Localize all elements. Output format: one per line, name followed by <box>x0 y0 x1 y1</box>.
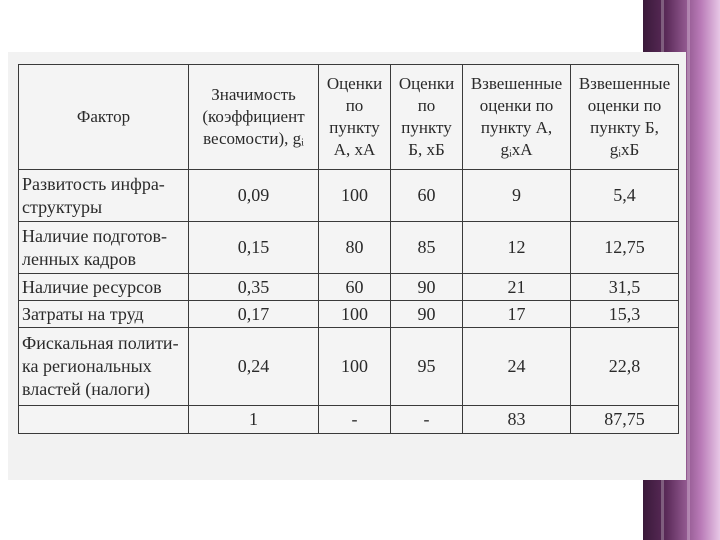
header-score-b: Оценки по пункту Б, xБ <box>391 65 463 170</box>
cell-weighted-b: 31,5 <box>571 274 679 301</box>
cell-weighted-b: 15,3 <box>571 301 679 328</box>
cell-score-b: 60 <box>391 170 463 222</box>
slide-content-card <box>8 52 686 480</box>
cell-score-a: 100 <box>319 301 391 328</box>
table-row <box>19 170 679 222</box>
cell-score-a: 100 <box>319 170 391 222</box>
cell-weighted-b: 22,8 <box>571 328 679 406</box>
cell-weighted-a: 24 <box>463 328 571 406</box>
cell-significance: 0,15 <box>189 222 319 274</box>
cell-score-a-total: - <box>319 406 391 434</box>
cell-weighted-b: 12,75 <box>571 222 679 274</box>
cell-score-a: 100 <box>319 328 391 406</box>
table-row <box>19 328 679 406</box>
header-factor: Фактор <box>19 65 189 170</box>
cell-weighted-b-total: 87,75 <box>571 406 679 434</box>
decorative-stripe <box>687 0 690 540</box>
table-row <box>19 274 679 301</box>
cell-score-b: 95 <box>391 328 463 406</box>
cell-significance: 0,35 <box>189 274 319 301</box>
cell-significance-total: 1 <box>189 406 319 434</box>
table-row <box>19 301 679 328</box>
cell-weighted-a-total: 83 <box>463 406 571 434</box>
factor-table <box>18 64 679 434</box>
header-score-a: Оценки по пункту А, xА <box>319 65 391 170</box>
cell-weighted-b: 5,4 <box>571 170 679 222</box>
cell-significance: 0,09 <box>189 170 319 222</box>
table-header-row <box>19 65 679 170</box>
cell-factor: Фискальная полити-ка региональных властей (налоги) <box>19 328 189 406</box>
cell-factor: Наличие подготов-ленных кадров <box>19 222 189 274</box>
cell-score-b-total: - <box>391 406 463 434</box>
cell-significance: 0,24 <box>189 328 319 406</box>
cell-score-a: 80 <box>319 222 391 274</box>
table-total-row <box>19 406 679 434</box>
header-weighted-b: Взвешенные оценки по пункту Б, gᵢxБ <box>571 65 679 170</box>
cell-factor: Развитость инфра-структуры <box>19 170 189 222</box>
cell-factor: Затраты на труд <box>19 301 189 328</box>
header-weighted-a: Взвешенные оценки по пункту А, gᵢxА <box>463 65 571 170</box>
cell-score-b: 90 <box>391 274 463 301</box>
cell-factor: Наличие ресурсов <box>19 274 189 301</box>
cell-factor <box>19 406 189 434</box>
table-row <box>19 222 679 274</box>
cell-weighted-a: 21 <box>463 274 571 301</box>
cell-score-a: 60 <box>319 274 391 301</box>
cell-score-b: 85 <box>391 222 463 274</box>
cell-weighted-a: 12 <box>463 222 571 274</box>
cell-significance: 0,17 <box>189 301 319 328</box>
cell-weighted-a: 17 <box>463 301 571 328</box>
cell-weighted-a: 9 <box>463 170 571 222</box>
cell-score-b: 90 <box>391 301 463 328</box>
table-container <box>18 64 678 434</box>
header-significance: Значимость (коэффициент весомости), gᵢ <box>189 65 319 170</box>
